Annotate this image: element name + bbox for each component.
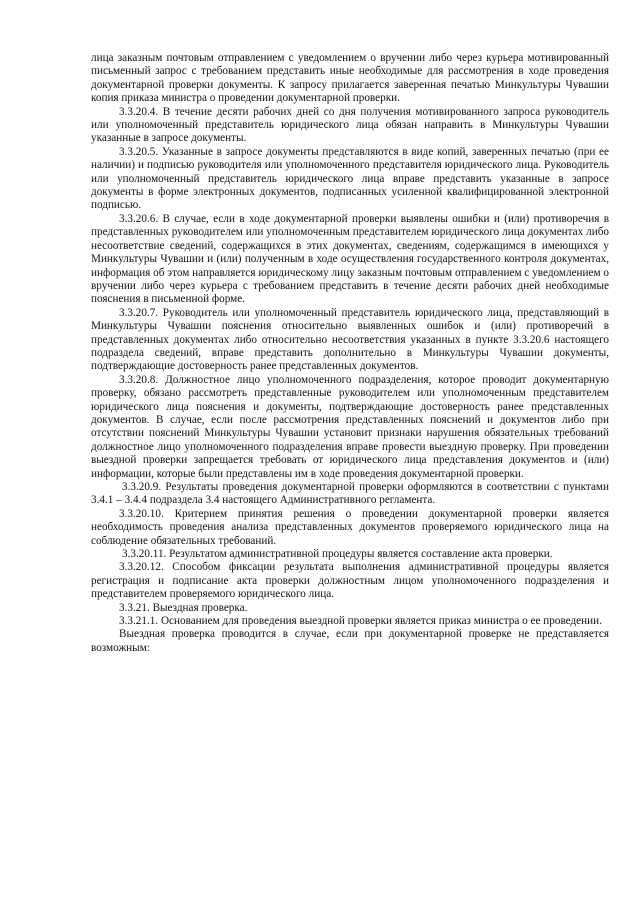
paragraph-3-3-20-4: 3.3.20.4. В течение десяти рабочих дней со дня получения мотивированного запроса руководитель или уполномоченный представитель юридического лица обязан направить в Минкультуры Чувашии указанные в запросе документы. [91,105,609,145]
paragraph-3-3-21-1: 3.3.21.1. Основанием для проведения выездной проверки является приказ министра о ее проведении. [119,615,602,628]
paragraph-3-3-20-9: 3.3.20.9. Результаты проведения документарной проверки оформляются в соответствии с пунктами 3.4.1 – 3.4.4 подраздела 3.4 настоящего Административного регламента. [91,481,609,507]
paragraph-3-3-20-7: 3.3.20.7. Руководитель или уполномоченный представитель юридического лица, представляющий в Минкультуры Чувашии пояснения относительно выявленных ошибок и (или) противоречий в представленных документах либо относительно несоответствия указанных в пункте 3.3.20.6 настоящего подраздела сведений, вправе представить дополнительно в Минкультуры Чувашии документы, подтверждающие достоверность ранее представленных документов. [91,306,609,373]
document-body [91,52,609,655]
paragraph-3-3-20-12: 3.3.20.12. Способом фиксации результата выполнения административной процедуры является регистрация и подписание акта проверки должностным лицом уполномоченного подразделения и представителем проверяемого юридического лица. [91,561,609,601]
paragraph-continuation: лица заказным почтовым отправлением с уведомлением о вручении либо через курьера мотивированный письменный запрос с требованием представить иные необходимые для рассмотрения в ходе проведения документарной проверки документы. К запросу прилагается заверенная печатью Минкультуры Чувашии копия приказа министра о проведении документарной проверки. [91,52,609,105]
paragraph-3-3-20-5: 3.3.20.5. Указанные в запросе документы представляются в виде копий, заверенных печатью (при ее наличии) и подписью руководителя или уполномоченного представителя юридического лица. Руководитель или уполномоченный представитель юридического лица вправе представить указанные в запросе документы в форме электронных документов, подписанных усиленной квалифицированной электронной подписью. [91,145,609,212]
paragraph-field-inspection: Выездная проверка проводится в случае, если при документарной проверке не представляется возможным: [91,628,609,654]
section-heading-3-3-21: 3.3.21. Выездная проверка. [119,601,248,614]
paragraph-3-3-20-10: 3.3.20.10. Критерием принятия решения о проведении документарной проверки является необходимость проведения анализа представленных документов проверяемого юридического лица на соблюдение обязательных требований. [91,507,609,547]
paragraph-3-3-20-6: 3.3.20.6. В случае, если в ходе документарной проверки выявлены ошибки и (или) противоречия в представленных руководителем или уполномоченным представителем юридического лица документах либо несоответствие сведений, содержащихся в этих документах, сведениям, содержащимся в имеющихся у Минкультуры Чувашии и (или) полученным в ходе осуществления государственного контроля документах, информация об этом направляется юридическому лицу заказным почтовым отправлением с уведомлением о вручении либо через курьера с требованием представить в течение десяти рабочих дней необходимые пояснения в письменной форме. [91,212,609,306]
paragraph-3-3-20-11: 3.3.20.11. Результатом административной процедуры является составление акта проверки. [122,548,553,561]
paragraph-3-3-20-8: 3.3.20.8. Должностное лицо уполномоченного подразделения, которое проводит документарную проверку, обязано рассмотреть представленные руководителем или уполномоченным представителем юридического лица пояснения и документы, подтверждающие достоверность ранее представленных документов. В случае, если после рассмотрения представленных пояснений и документов либо при отсутствии пояснений Минкультуры Чувашии установит признаки нарушения обязательных требований должностное лицо уполномоченного подразделения вправе провести выездную проверку. При проведении выездной проверки запрещается требовать от юридического лица представления документов и (или) информации, которые были представлены им в ходе проведения документарной проверки. [91,373,609,480]
